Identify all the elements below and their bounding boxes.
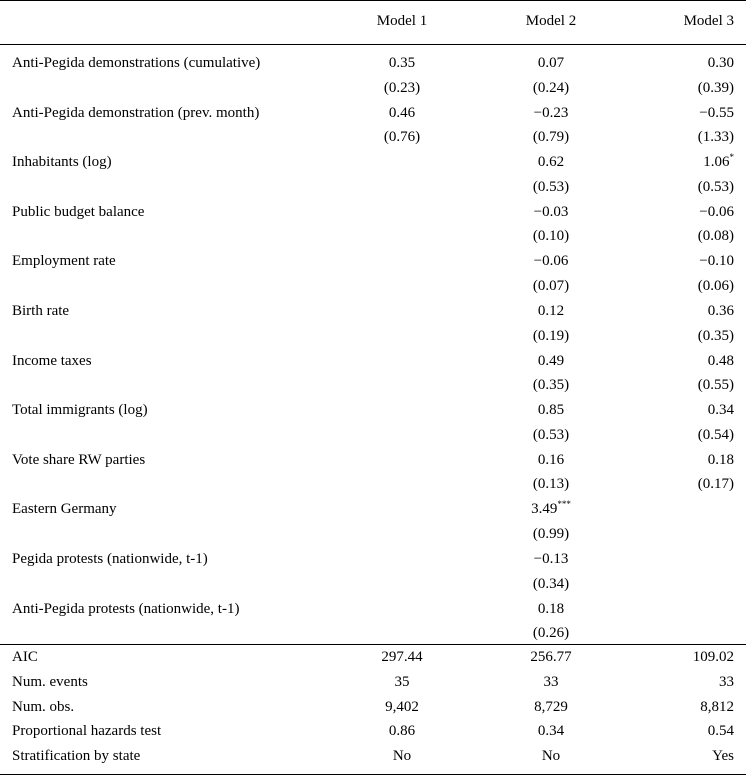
coef-cell [472,450,630,470]
significance-stars: *** [557,499,571,509]
row-label: Income taxes [12,353,92,369]
row-label: Public budget balance [12,204,145,220]
stat-value: 33 [543,674,559,690]
std-error: (0.23) [383,80,421,96]
coef-cell [610,351,734,371]
stat-value: 297.44 [381,649,423,665]
coef-value: 0.46 [388,105,416,121]
std-error: (0.55) [697,377,734,393]
row-label: Anti-Pegida demonstration (prev. month) [12,105,260,121]
stat-value: 35 [394,674,410,690]
std-error: (0.24) [532,80,570,96]
std-error: (1.33) [697,129,734,145]
row-label: Pegida protests (nationwide, t-1) [12,551,208,567]
coef-cell [610,202,734,222]
coef-value: −0.03 [533,204,569,220]
coef-value: 0.62 [537,154,565,170]
coef-cell [610,301,734,321]
std-error: (0.06) [697,278,734,294]
std-error: (0.35) [532,377,570,393]
stat-label: AIC [12,649,38,665]
coef-value: 0.48 [707,353,734,369]
header-model-1: Model 1 [376,13,428,29]
stat-value: 0.54 [707,723,734,739]
coef-value: 0.35 [388,55,416,71]
stat-label: Num. events [12,674,88,690]
row-label: Anti-Pegida demonstrations (cumulative) [12,55,261,71]
coef-value: 0.85 [537,402,565,418]
coef-value: −0.06 [699,204,734,220]
coef-cell [472,599,630,619]
std-error: (0.99) [532,526,570,542]
coef-cell [472,499,630,519]
header-model-2: Model 2 [525,13,577,29]
top-rule [0,0,746,1]
coef-value: 0.12 [537,303,565,319]
header-model-3: Model 3 [683,13,734,29]
row-label: Eastern Germany [12,501,117,517]
std-error: (0.76) [383,129,421,145]
stat-value: No [392,748,412,764]
stat-label: Num. obs. [12,699,75,715]
stat-value: 109.02 [692,649,734,665]
coef-cell [472,549,630,569]
std-error: (0.13) [532,476,570,492]
coef-value: 0.16 [537,452,565,468]
coef-value: −0.10 [699,253,734,269]
coef-cell [472,400,630,420]
std-error: (0.10) [532,228,570,244]
std-error: (0.53) [532,427,570,443]
stat-value: 256.77 [530,649,572,665]
std-error: (0.39) [697,80,734,96]
row-label: Total immigrants (log) [12,402,148,418]
coef-cell [472,301,630,321]
coef-value: 0.18 [537,601,565,617]
coef-value: 0.36 [707,303,734,319]
stat-value: 0.34 [537,723,565,739]
coef-cell [610,103,734,123]
coef-value: 0.30 [707,55,734,71]
std-error: (0.19) [532,328,570,344]
coef-cell [610,152,734,172]
coef-cell [610,53,734,73]
coef-value: −0.23 [533,105,569,121]
coef-value: 0.18 [707,452,734,468]
std-error: (0.53) [697,179,734,195]
std-error: (0.08) [697,228,734,244]
coef-value: −0.06 [533,253,569,269]
coef-value: 0.49 [537,353,565,369]
stat-value: 8,729 [534,699,568,715]
row-label: Vote share RW parties [12,452,146,468]
coef-cell [472,251,630,271]
header-rule [0,44,746,45]
coef-value: 1.06 [703,154,730,170]
coef-cell [472,103,630,123]
stat-value: 33 [719,674,734,690]
coef-value: 0.07 [537,55,565,71]
row-label: Employment rate [12,253,116,269]
row-label: Birth rate [12,303,70,319]
std-error: (0.54) [697,427,734,443]
bottom-rule [0,774,746,775]
std-error: (0.79) [532,129,570,145]
std-error: (0.34) [532,576,570,592]
std-error: (0.26) [532,625,570,641]
stat-value: No [541,748,561,764]
std-error: (0.17) [697,476,734,492]
stat-value: 0.86 [388,723,416,739]
coef-cell [472,351,630,371]
coef-value: −0.13 [533,551,569,567]
stat-value: 9,402 [385,699,419,715]
stat-value: Yes [712,748,734,764]
row-label: Anti-Pegida protests (nationwide, t-1) [12,601,240,617]
std-error: (0.53) [532,179,570,195]
std-error: (0.35) [697,328,734,344]
coef-cell [472,152,630,172]
coef-cell [323,53,481,73]
coef-cell [610,400,734,420]
coef-cell [323,103,481,123]
stat-value: 8,812 [700,699,734,715]
coef-cell [610,251,734,271]
coef-cell [472,202,630,222]
coef-cell [610,450,734,470]
coef-value: −0.55 [699,105,734,121]
stats-rule [0,644,746,645]
coef-cell [472,53,630,73]
coef-value: 3.49 [531,501,558,517]
row-label: Inhabitants (log) [12,154,112,170]
stat-label: Stratification by state [12,748,141,764]
std-error: (0.07) [532,278,570,294]
significance-stars: * [729,152,734,162]
coef-value: 0.34 [707,402,734,418]
stat-label: Proportional hazards test [12,723,162,739]
